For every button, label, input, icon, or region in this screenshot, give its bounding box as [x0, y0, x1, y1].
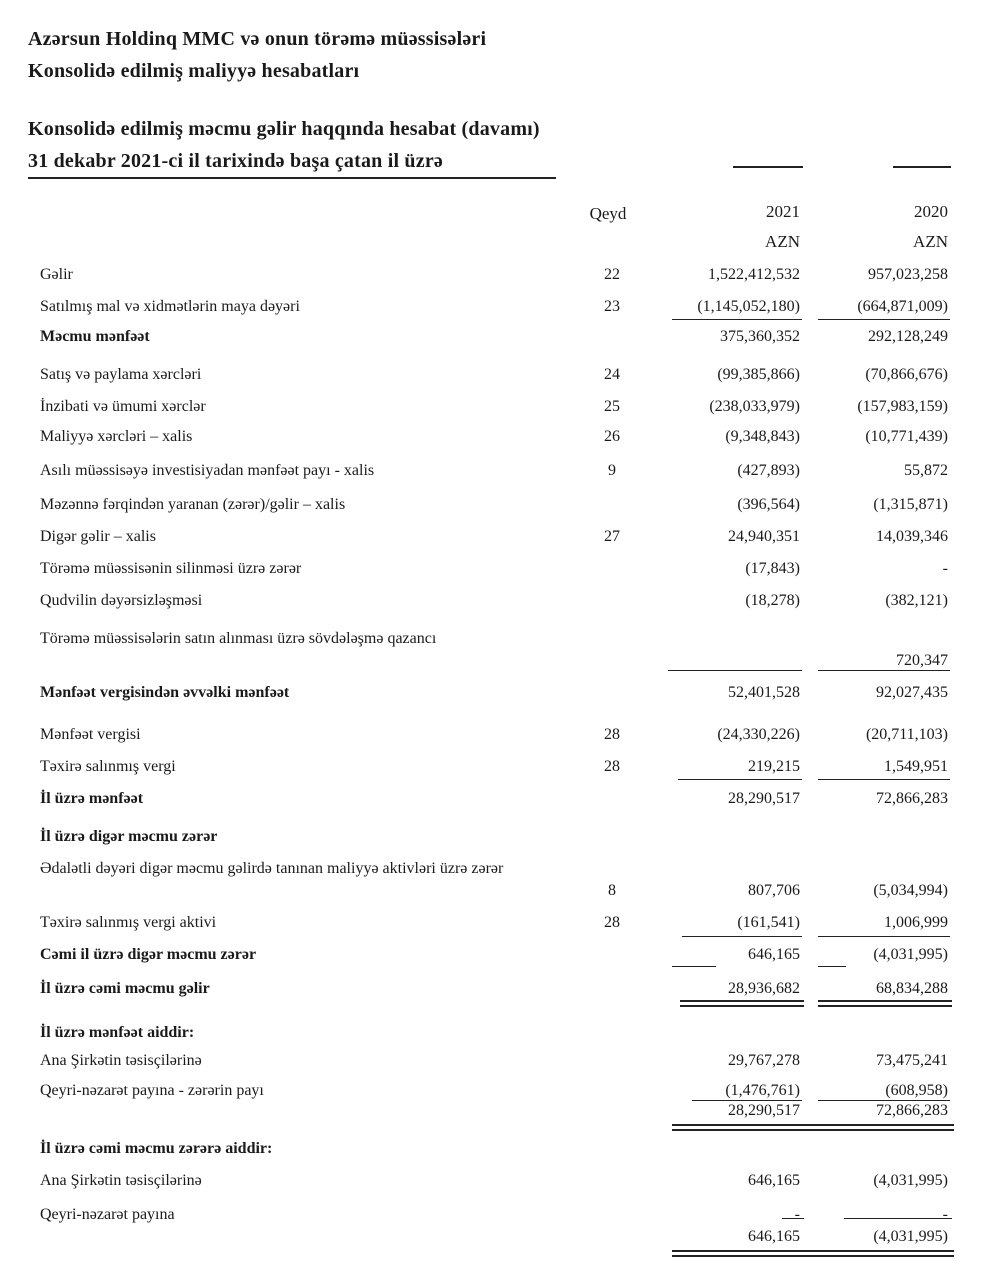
- value-2021: -: [794, 1206, 800, 1223]
- value-2021: 29,767,278: [728, 1052, 800, 1069]
- subtotal-rule-2021: [692, 1100, 802, 1101]
- currency-2021: AZN: [765, 232, 800, 251]
- row-label: İl üzrə mənfəət: [40, 790, 144, 807]
- value-2020: -: [942, 1206, 948, 1223]
- value-2021: (24,330,226): [717, 726, 800, 743]
- period-title: 31 dekabr 2021-ci il tarixində başa çatan il üzrə: [28, 150, 443, 172]
- col-2020-top-rule: [893, 166, 951, 168]
- column-header-2020: 2020: [914, 202, 948, 221]
- subtotal-rule-2020: [844, 1218, 952, 1219]
- value-2020: 14,039,346: [876, 528, 948, 545]
- total-rule-2021: [680, 1005, 804, 1007]
- value-2020: 73,475,241: [876, 1052, 948, 1069]
- value-2020: (10,771,439): [865, 428, 948, 445]
- subtotal-rule-2021: [672, 319, 802, 320]
- value-2020: 72,866,283: [876, 790, 948, 807]
- value-2021: 646,165: [748, 1228, 800, 1245]
- value-2021: 219,215: [748, 758, 800, 775]
- total-rule-2021: [680, 1000, 804, 1002]
- value-2021: 1,522,412,532: [708, 266, 800, 283]
- subtotal-rule-2021: [668, 670, 802, 671]
- row-label: Ana Şirkətin təsisçilərinə: [40, 1172, 202, 1189]
- row-note: 28: [604, 758, 620, 775]
- value-2021: (238,033,979): [709, 398, 800, 415]
- row-label: Satış və paylama xərcləri: [40, 366, 202, 383]
- row-label: İl üzrə digər məcmu zərər: [40, 828, 218, 845]
- value-2020: -: [942, 560, 948, 577]
- value-2021: 646,165: [748, 946, 800, 963]
- value-2021: (18,278): [745, 592, 800, 609]
- row-label: Qudvilin dəyərsizləşməsi: [40, 592, 203, 609]
- value-2020: (4,031,995): [873, 946, 948, 963]
- value-2021: (1,145,052,180): [697, 298, 800, 315]
- row-label: Mənfəət vergisindən əvvəlki mənfəət: [40, 684, 290, 701]
- value-2020: (5,034,994): [873, 882, 948, 899]
- row-label: Cəmi il üzrə digər məcmu zərər: [40, 946, 257, 963]
- value-2021: (99,385,866): [717, 366, 800, 383]
- row-note: 28: [604, 726, 620, 743]
- value-2021: (396,564): [737, 496, 800, 513]
- row-label: Qeyri-nəzarət payına: [40, 1206, 175, 1223]
- row-label: Satılmış mal və xidmətlərin maya dəyəri: [40, 298, 300, 315]
- row-label: Ana Şirkətin təsisçilərinə: [40, 1052, 202, 1069]
- row-note: 28: [604, 914, 620, 931]
- row-label: Təxirə salınmış vergi: [40, 758, 176, 775]
- column-header-2021: 2021: [766, 202, 800, 221]
- row-label: Gəlir: [40, 266, 73, 283]
- total-rule: [672, 1255, 954, 1257]
- period-underline: [28, 177, 556, 179]
- value-2020: (608,958): [885, 1082, 948, 1099]
- subtotal-rule-2020: [818, 936, 950, 937]
- value-2020: 1,006,999: [884, 914, 948, 931]
- value-2020: 292,128,249: [868, 328, 948, 345]
- total-rule-2020: [818, 1000, 952, 1002]
- value-2021: (427,893): [737, 462, 800, 479]
- row-note: 9: [608, 462, 616, 479]
- row-note: 8: [608, 882, 616, 899]
- value-2021: (9,348,843): [725, 428, 800, 445]
- value-2020: 720,347: [896, 652, 948, 669]
- total-rule: [672, 1250, 954, 1252]
- subtotal-rule-2020: [818, 319, 950, 320]
- row-label: Ədalətli dəyəri digər məcmu gəlirdə tanınan maliyyə aktivləri üzrə zərər: [40, 860, 504, 877]
- value-2020: (664,871,009): [857, 298, 948, 315]
- value-2021: 28,290,517: [728, 1102, 800, 1119]
- row-note: 23: [604, 298, 620, 315]
- subtotal-rule-2020: [818, 670, 950, 671]
- row-label: Asılı müəssisəyə investisiyadan mənfəət payı - xalis: [40, 462, 375, 479]
- value-2021: 28,936,682: [728, 980, 800, 997]
- col-2021-top-rule: [733, 166, 803, 168]
- value-2020: (157,983,159): [857, 398, 948, 415]
- value-2020: (70,866,676): [865, 366, 948, 383]
- report-set-title: Konsolidə edilmiş maliyyə hesabatları: [28, 60, 360, 82]
- row-label: Törəmə müəssisələrin satın alınması üzrə sövdələşmə qazancı: [40, 630, 437, 647]
- row-label: İl üzrə cəmi məcmu gəlir: [40, 980, 210, 997]
- total-rule: [672, 1124, 954, 1126]
- row-label: Törəmə müəssisənin silinməsi üzrə zərər: [40, 560, 302, 577]
- row-label: İl üzrə mənfəət aiddir:: [40, 1024, 195, 1041]
- value-2021: (161,541): [737, 914, 800, 931]
- company-name: Azərsun Holdinq MMC və onun törəmə müəssisələri: [28, 28, 487, 50]
- value-2021: 28,290,517: [728, 790, 800, 807]
- row-label: İnzibati və ümumi xərclər: [40, 398, 206, 415]
- row-note: 25: [604, 398, 620, 415]
- row-label: Mənfəət vergisi: [40, 726, 141, 743]
- row-label: Maliyyə xərcləri – xalis: [40, 428, 193, 445]
- value-2020: 957,023,258: [868, 266, 948, 283]
- row-note: 24: [604, 366, 620, 383]
- value-2020: 1,549,951: [884, 758, 948, 775]
- value-2020: 55,872: [904, 462, 948, 479]
- statement-title: Konsolidə edilmiş məcmu gəlir haqqında hesabat (davamı): [28, 118, 540, 140]
- row-label: Məcmu mənfəət: [40, 328, 150, 345]
- subtotal-rule-2020: [818, 966, 846, 967]
- row-note: 27: [604, 528, 620, 545]
- value-2021: 24,940,351: [728, 528, 800, 545]
- value-2021: 52,401,528: [728, 684, 800, 701]
- value-2021: (17,843): [745, 560, 800, 577]
- row-label: İl üzrə cəmi məcmu zərərə aiddir:: [40, 1140, 273, 1157]
- value-2020: (382,121): [885, 592, 948, 609]
- subtotal-rule-2021: [672, 966, 716, 967]
- subtotal-rule-2020: [818, 1100, 950, 1101]
- value-2020: 72,866,283: [876, 1102, 948, 1119]
- row-label: Digər gəlir – xalis: [40, 528, 156, 545]
- row-note: 26: [604, 428, 620, 445]
- total-rule: [672, 1129, 954, 1131]
- value-2021: 807,706: [748, 882, 800, 899]
- row-label: Təxirə salınmış vergi aktivi: [40, 914, 217, 931]
- value-2021: (1,476,761): [725, 1082, 800, 1099]
- value-2021: 375,360,352: [720, 328, 800, 345]
- value-2020: 92,027,435: [876, 684, 948, 701]
- value-2020: (20,711,103): [865, 726, 948, 743]
- total-rule-2020: [818, 1005, 952, 1007]
- value-2020: 68,834,288: [876, 980, 948, 997]
- currency-2020: AZN: [913, 232, 948, 251]
- subtotal-rule-2020: [818, 779, 950, 780]
- subtotal-rule-2021: [678, 779, 802, 780]
- subtotal-rule-2021: [682, 936, 802, 937]
- column-header-note: Qeyd: [589, 204, 627, 223]
- value-2020: (1,315,871): [873, 496, 948, 513]
- value-2021: 646,165: [748, 1172, 800, 1189]
- value-2020: (4,031,995): [873, 1228, 948, 1245]
- row-note: 22: [604, 266, 620, 283]
- value-2020: (4,031,995): [873, 1172, 948, 1189]
- row-label: Məzənnə fərqindən yaranan (zərər)/gəlir – xalis: [40, 496, 346, 513]
- row-label: Qeyri-nəzarət payına - zərərin payı: [40, 1082, 264, 1099]
- subtotal-rule-2021: [782, 1218, 804, 1219]
